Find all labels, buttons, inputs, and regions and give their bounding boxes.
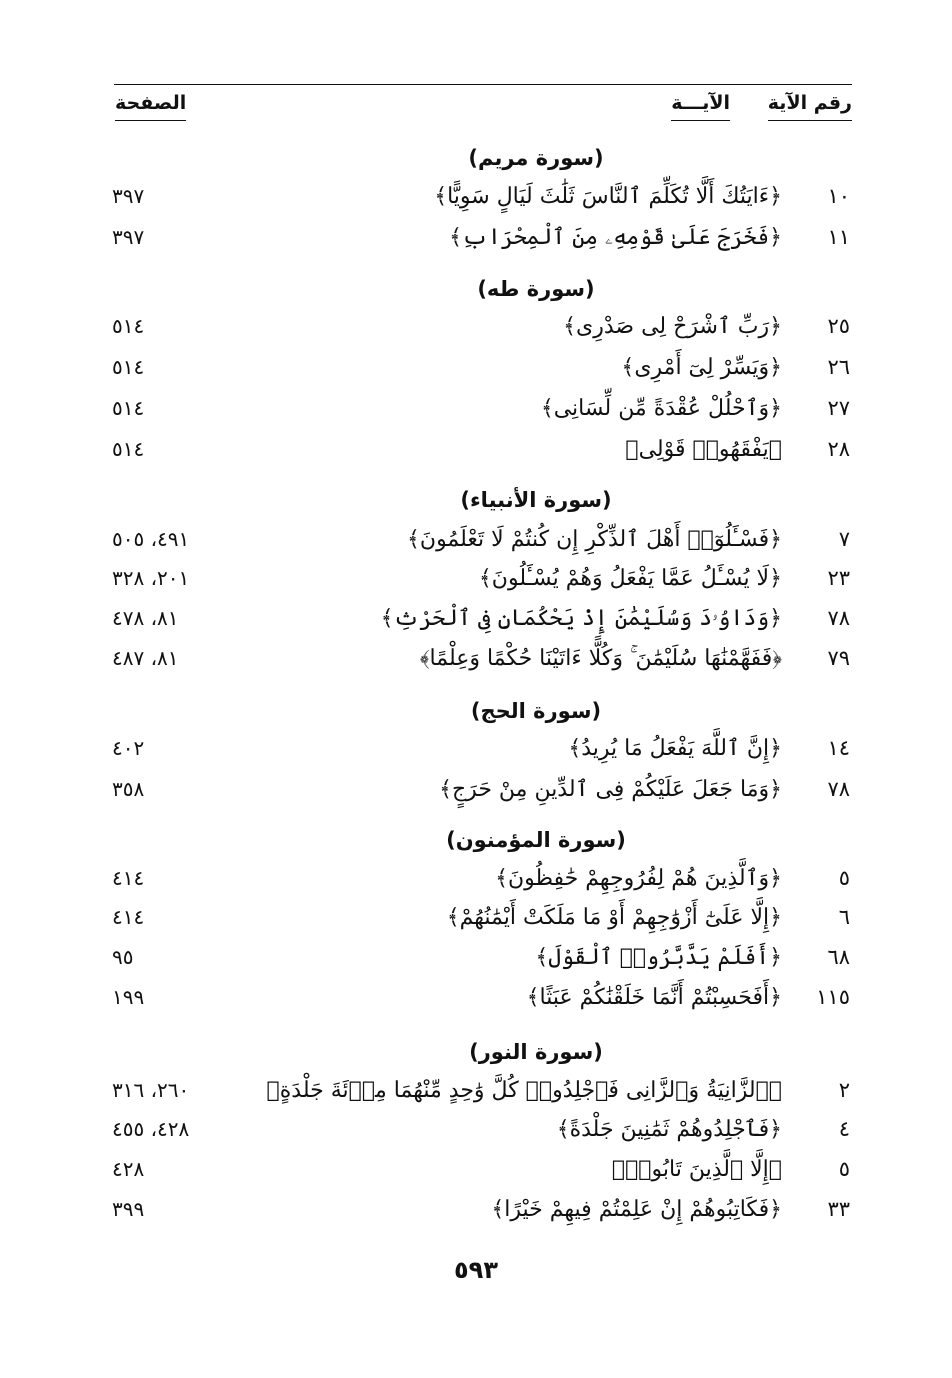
verse-text: ﴿فَسْـَٔلُوٓا۟ أَهْلَ ٱلذِّكْرِ إِن كُنتُمْ لَا تَعْلَمُونَ﴾ xyxy=(407,527,782,552)
table-row xyxy=(0,355,952,395)
table-row xyxy=(0,314,952,354)
header-verse-number xyxy=(768,92,852,121)
verse-text: ﴿فَفَهَّمْنَٰهَا سُلَيْمَٰنَ ۚ وَكُلًّا ءَاتَيْنَا حُكْمًا وَعِلْمًا﴾ xyxy=(419,646,782,671)
surah-title: (سورة الأنبياء) xyxy=(460,488,612,512)
verse-text: ﴿فَخَرَجَ عَلَىٰ قَوْمِهِۦ مِنَ ٱلْمِحْرَابِ﴾ xyxy=(449,225,782,250)
page-ref: ٢٠١، ٣٢٨ xyxy=(112,566,190,590)
table-row xyxy=(0,905,952,945)
header-verse-number-label: رقم الآية xyxy=(768,92,852,121)
table-row xyxy=(0,225,952,265)
table-row xyxy=(0,646,952,686)
page-ref: ٨١، ٤٧٨ xyxy=(112,606,179,630)
verse-number: ٣٣ xyxy=(827,1197,850,1221)
verse-text: ﴿رَبِّ ٱشْرَحْ لِى صَدْرِى﴾ xyxy=(563,314,782,339)
verse-number: ١٠ xyxy=(827,184,850,208)
top-rule xyxy=(114,84,852,85)
surah-title: (سورة طه) xyxy=(477,277,595,301)
page-ref: ٤١٤ xyxy=(112,866,145,890)
verse-number: ٥ xyxy=(838,1157,850,1181)
verse-text: ﴿إِلَّا عَلَىٰٓ أَزْوَٰجِهِمْ أَوْ مَا مَلَكَتْ أَيْمَٰنُهُمْ﴾ xyxy=(446,905,782,930)
table-row xyxy=(0,866,952,906)
table-row xyxy=(0,985,952,1025)
verse-number: ٦٨ xyxy=(827,945,850,969)
table-row xyxy=(0,736,952,776)
verse-text: ﴿إِلَّا ٱلَّذِينَ تَابُوا۟﴾ xyxy=(611,1157,782,1182)
verse-number: ٢ xyxy=(838,1078,850,1102)
verse-number: ١١٥ xyxy=(816,985,850,1009)
verse-number: ٧٨ xyxy=(827,777,850,801)
verse-number: ١١ xyxy=(827,225,850,249)
table-row xyxy=(0,1157,952,1197)
verse-text: ﴿وَيَسِّرْ لِىٓ أَمْرِى﴾ xyxy=(621,355,782,380)
page-ref: ٥١٤ xyxy=(112,396,145,420)
page-ref: ٣٩٧ xyxy=(112,225,145,249)
page-ref: ٤٢٨ xyxy=(112,1157,145,1181)
verse-text: ﴿أَفَلَمْ يَدَّبَّرُوا۟ ٱلْقَوْلَ﴾ xyxy=(535,945,782,970)
verse-text: ﴿أَفَحَسِبْتُمْ أَنَّمَا خَلَقْنَٰكُمْ عَبَثًا﴾ xyxy=(526,985,782,1010)
verse-text: ﴿فَكَاتِبُوهُمْ إِنْ عَلِمْتُمْ فِيهِمْ خَيْرًا﴾ xyxy=(491,1197,782,1222)
table-row xyxy=(0,777,952,817)
page-ref: ٤٩١، ٥٠٥ xyxy=(112,527,190,551)
verse-number: ٦ xyxy=(838,905,850,929)
verse-text: ﴿وَٱحْلُلْ عُقْدَةً مِّن لِّسَانِى﴾ xyxy=(540,396,782,421)
header-verse-label: الآيـــة xyxy=(671,92,730,121)
page-ref: ١٩٩ xyxy=(112,985,145,1009)
verse-number: ٢٥ xyxy=(827,314,850,338)
surah-title: (سورة النور) xyxy=(469,1040,603,1064)
page-ref: ٤٠٢ xyxy=(112,736,145,760)
page-ref: ٥١٤ xyxy=(112,437,145,461)
verse-text: ﴿لَا يُسْـَٔلُ عَمَّا يَفْعَلُ وَهُمْ يُسْـَٔلُونَ﴾ xyxy=(478,566,782,591)
header-page-label: الصفحة xyxy=(115,92,186,121)
surah-title: (سورة الحج) xyxy=(470,699,602,723)
verse-text: ﴿ٱلزَّانِيَةُ وَٱلزَّانِى فَٱجْلِدُوا۟ كُلَّ وَٰحِدٍ مِّنْهُمَا مِا۟ئَةَ جَلْدَةٍ﴾ xyxy=(266,1078,782,1103)
table-row xyxy=(0,945,952,985)
page-ref: ٩٥ xyxy=(112,945,134,969)
table-row xyxy=(0,1117,952,1157)
table-row xyxy=(0,184,952,224)
page-ref: ٥١٤ xyxy=(112,314,145,338)
page-ref: ٤١٤ xyxy=(112,905,145,929)
verse-text: ﴿يَفْقَهُوا۟ قَوْلِى﴾ xyxy=(625,437,782,462)
page-ref: ٣٥٨ xyxy=(112,777,145,801)
header-page xyxy=(115,92,186,121)
verse-number: ٤ xyxy=(838,1117,850,1141)
table-row xyxy=(0,527,952,567)
verse-text: ﴿فَٱجْلِدُوهُمْ ثَمَٰنِينَ جَلْدَةً﴾ xyxy=(556,1117,782,1142)
verse-number: ٢٧ xyxy=(827,396,850,420)
table-row xyxy=(0,1078,952,1118)
surah-title: (سورة مريم) xyxy=(468,146,604,170)
page-ref: ٥١٤ xyxy=(112,355,145,379)
page-ref: ٣٩٧ xyxy=(112,184,145,208)
verse-number: ٢٣ xyxy=(827,566,850,590)
verse-number: ٧ xyxy=(838,527,850,551)
page-ref: ٨١، ٤٨٧ xyxy=(112,646,179,670)
verse-text: ﴿وَمَا جَعَلَ عَلَيْكُمْ فِى ٱلدِّينِ مِنْ حَرَجٍ﴾ xyxy=(439,777,782,802)
verse-text: ﴿وَدَاوُۥدَ وَسُلَيْمَٰنَ إِذْ يَحْكُمَانِ فِى ٱلْحَرْثِ﴾ xyxy=(380,606,782,631)
page-ref: ٢٦٠، ٣١٦ xyxy=(112,1078,190,1102)
table-row xyxy=(0,437,952,477)
surah-title: (سورة المؤمنون) xyxy=(446,828,626,852)
table-row xyxy=(0,396,952,436)
verse-number: ٢٦ xyxy=(827,355,850,379)
verse-number: ١٤ xyxy=(827,736,850,760)
verse-number: ٥ xyxy=(838,866,850,890)
verse-number: ٢٨ xyxy=(827,437,850,461)
verse-text: ﴿ءَايَتُكَ أَلَّا تُكَلِّمَ ٱلنَّاسَ ثَلَٰثَ لَيَالٍ سَوِيًّا﴾ xyxy=(434,184,782,209)
header-verse xyxy=(671,92,730,121)
page-ref: ٣٩٩ xyxy=(112,1197,145,1221)
verse-text: ﴿إِنَّ ٱللَّهَ يَفْعَلُ مَا يُرِيدُ﴾ xyxy=(568,736,782,761)
page-number: ٥٩٣ xyxy=(454,1256,498,1284)
table-row xyxy=(0,1197,952,1237)
table-row xyxy=(0,566,952,606)
verse-number: ٧٨ xyxy=(827,606,850,630)
table-row xyxy=(0,606,952,646)
page-ref: ٤٢٨، ٤٥٥ xyxy=(112,1117,190,1141)
verse-text: ﴿وَٱلَّذِينَ هُمْ لِفُرُوجِهِمْ حَٰفِظُونَ﴾ xyxy=(495,866,782,891)
verse-number: ٧٩ xyxy=(827,646,850,670)
